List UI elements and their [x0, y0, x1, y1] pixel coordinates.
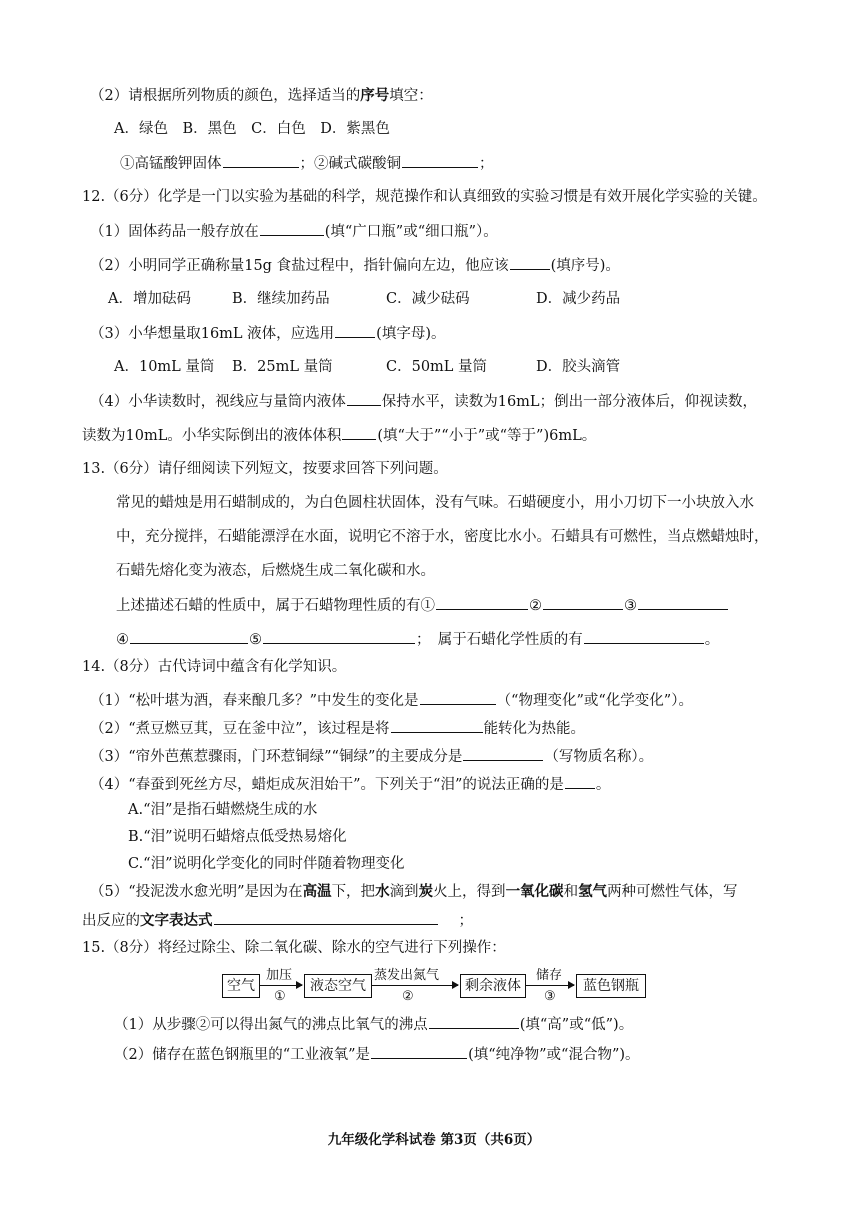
q15-part1 [114, 1014, 633, 1035]
q14-option-c: C.“泪”说明化学变化的同时伴随着物理变化 [128, 856, 405, 872]
q11-fill-a: ①高锰酸钾固体 [120, 156, 222, 172]
q12-part3-b: (填字母)。 [376, 326, 446, 342]
q13-question-line1 [116, 595, 729, 616]
answer-blank[interactable] [402, 153, 478, 168]
answer-blank[interactable] [371, 1044, 467, 1059]
q12-part4 [90, 391, 757, 412]
q12-part3-option-c: C．50mL 量筒 [386, 359, 488, 375]
q14-p5-text: 火上，得到 [433, 884, 506, 900]
answer-blank[interactable] [436, 595, 528, 610]
answer-blank[interactable] [214, 910, 438, 925]
q14-part2 [90, 718, 585, 739]
q14-part4-a: （4）“春蚕到死丝方尽，蜡炬成灰泪始干”。下列关于“泪”的说法正确的是 [90, 777, 564, 793]
q14-part3-b: （写物质名称）。 [544, 749, 654, 765]
answer-blank[interactable] [335, 323, 375, 338]
flow-label-3: 储存 [536, 968, 563, 983]
q13-chem-label: ； 属于石蜡化学性质的有 [416, 632, 583, 648]
q14-option-b: B.“泪”说明石蜡熔点低受热易熔化 [128, 829, 347, 845]
q14-part1 [90, 690, 693, 711]
flow-step-3: ③ [544, 989, 556, 1004]
page-footer: 九年级化学科试卷 第3页（共6页） [327, 1132, 541, 1148]
q14-p5-bold: 炭 [418, 883, 434, 900]
q15-part1-a: （1）从步骤②可以得出氮气的沸点比氧气的沸点 [114, 1017, 428, 1033]
answer-blank[interactable] [638, 595, 728, 610]
q11-fill-sep: ；②碱式碳酸铜 [299, 156, 401, 172]
q13-passage-line1: 常见的蜡烛是用石蜡制成的，为白色圆柱状固体，没有气味。石蜡硬度小，用小刀切下一小块放入水 [116, 495, 754, 511]
q12-part1-b: (填“广口瓶”或“细口瓶”）。 [324, 224, 498, 240]
q13-num5: ⑤ [249, 632, 262, 648]
answer-blank[interactable] [463, 746, 543, 761]
q13-num4: ④ [116, 632, 129, 648]
flow-box-blue-cylinder: 蓝色钢瓶 [576, 974, 646, 998]
q13-end: 。 [704, 632, 720, 648]
q15-part2 [114, 1044, 640, 1065]
q14-part1-b: （“物理变化”或“化学变化”）。 [496, 693, 693, 709]
q12-part4-b: 保持水平，读数为16mL；倒出一部分液体后，仰视读数， [381, 394, 758, 410]
flow-box-air: 空气 [222, 974, 260, 998]
q11-part2-text: （2）请根据所列物质的颜色，选择适当的 [90, 88, 361, 104]
q11-part2-bold: 序号 [360, 87, 390, 104]
q12-part2 [90, 255, 620, 276]
q14-heading: 14.（8分）古代诗词中蕴含有化学知识。 [82, 659, 347, 675]
q12-part2-option-c: C．减少砝码 [386, 291, 470, 307]
q14-p5-text: （5）“投泥泼水愈光明”是因为在 [90, 884, 303, 900]
q13-num3: ③ [624, 598, 637, 614]
flow-arrow-1 [260, 985, 302, 986]
answer-blank[interactable] [260, 221, 324, 236]
q13-question-line2 [116, 629, 719, 650]
q12-part4-a: （4）小华读数时，视线应与量筒内液体 [90, 394, 346, 410]
flow-arrow-2 [372, 985, 458, 986]
q14-option-a: A.“泪”是指石蜡燃烧生成的水 [128, 802, 318, 818]
q12-part3-option-a: A．10mL 量筒 [114, 359, 215, 375]
flow-box-liquid-air: 液态空气 [304, 974, 372, 998]
q12-part3-a: （3）小华想量取16mL 液体，应选用 [90, 326, 335, 342]
q14-p5-bold: 水 [375, 883, 390, 900]
q12-part4-cont [82, 425, 596, 446]
q14-part1-a: （1）“松叶堪为酒，春来酿几多？”中发生的变化是 [90, 693, 419, 709]
answer-blank[interactable] [263, 629, 415, 644]
q14-p5-text: 和 [563, 884, 579, 900]
flow-box-remaining-liquid: 剩余液体 [460, 974, 526, 998]
q12-part2-option-d: D．减少药品 [536, 291, 621, 307]
answer-blank[interactable] [510, 255, 550, 270]
flow-step-1: ① [274, 989, 286, 1004]
q12-part2-b: (填序号)。 [550, 258, 620, 274]
q11-fill-end: ； [479, 156, 494, 172]
answer-blank[interactable] [565, 774, 595, 789]
answer-blank[interactable] [130, 629, 248, 644]
q14-p5-bold: 高温 [302, 883, 332, 900]
answer-blank[interactable] [420, 690, 496, 705]
process-flow-diagram [222, 970, 682, 1020]
q14-part4 [90, 774, 610, 795]
q12-part2-option-b: B．继续加药品 [232, 291, 330, 307]
q13-question-a: 上述描述石蜡的性质中，属于石蜡物理性质的有① [116, 598, 435, 614]
q14-p5-bold: 文字表达式 [140, 912, 213, 929]
q11-fill [120, 153, 494, 174]
q12-part2-option-a: A．增加砝码 [108, 291, 191, 307]
answer-blank[interactable] [342, 425, 376, 440]
answer-blank[interactable] [391, 718, 483, 733]
q12-part2-a: （2）小明同学正确称量15g 食盐过程中，指针偏向左边，他应该 [90, 258, 509, 274]
q14-p5-text: 滴到 [389, 884, 419, 900]
flow-label-2: 蒸发出氮气 [374, 968, 440, 983]
q12-part3-option-b: B．25mL 量筒 [232, 359, 333, 375]
q15-part2-a: （2）储存在蓝色钢瓶里的“工业液氧”是 [114, 1047, 371, 1063]
q14-part2-b: 能转化为热能。 [483, 721, 586, 737]
flow-step-2: ② [402, 989, 414, 1004]
q14-part2-a: （2）“煮豆燃豆萁，豆在釜中泣”，该过程是将 [90, 721, 390, 737]
q12-part1 [90, 221, 498, 242]
q14-part5 [90, 882, 738, 902]
q13-heading: 13.（6分）请仔细阅读下列短文，按要求回答下列问题。 [82, 461, 448, 477]
q14-p5-text: 两种可燃性气体，写 [607, 884, 738, 900]
q11-part2-tail: 填空： [389, 88, 433, 104]
flow-label-1: 加压 [266, 968, 293, 983]
flow-arrow-3 [526, 985, 574, 986]
answer-blank[interactable] [584, 629, 704, 644]
q11-part2 [90, 86, 433, 106]
answer-blank[interactable] [347, 391, 381, 406]
q12-heading: 12.（6分）化学是一门以实验为基础的科学，规范操作和认真细致的实验习惯是有效开展化学实验的关键。 [82, 189, 767, 205]
q12-part1-a: （1）固体药品一般存放在 [90, 224, 259, 240]
q11-options: A．绿色 B．黑色 C．白色 D．紫黑色 [114, 121, 390, 137]
q12-part3-option-d: D．胶头滴管 [536, 359, 621, 375]
answer-blank[interactable] [223, 153, 299, 168]
q12-part4-c: 读数为10mL。小华实际倒出的液体体积 [82, 428, 342, 444]
q15-part1-b: (填“高”或“低”)。 [519, 1017, 634, 1033]
q14-p5-text: 下，把 [331, 884, 376, 900]
q14-p5-text: 出反应的 [82, 913, 140, 929]
q13-passage-line2: 中，充分搅拌，石蜡能漂浮在水面，说明它不溶于水，密度比水小。石蜡具有可燃性，当点燃蜡烛时， [116, 529, 769, 545]
q13-num2: ② [529, 598, 542, 614]
q14-p5-bold: 一氧化碳 [505, 883, 564, 900]
q14-p5-end: ； [458, 913, 473, 929]
q12-part4-d: (填“大于”“小于”或“等于”)6mL。 [377, 428, 597, 444]
q14-part3-a: （3）“帘外芭蕉惹骤雨，门环惹铜绿”“铜绿”的主要成分是 [90, 749, 463, 765]
q12-part3 [90, 323, 446, 344]
q13-passage-line3: 石蜡先熔化变为液态，后燃烧生成二氧化碳和水。 [116, 563, 435, 579]
q14-part5-cont [82, 910, 473, 931]
q15-heading: 15.（8分）将经过除尘、除二氧化碳、除水的空气进行下列操作： [82, 940, 506, 956]
answer-blank[interactable] [543, 595, 623, 610]
q14-p5-bold: 氢气 [578, 883, 608, 900]
q15-part2-b: (填“纯净物”或“混合物”)。 [468, 1047, 640, 1063]
answer-blank[interactable] [429, 1014, 519, 1029]
q14-part3 [90, 746, 653, 767]
q14-part4-b: 。 [595, 777, 611, 793]
